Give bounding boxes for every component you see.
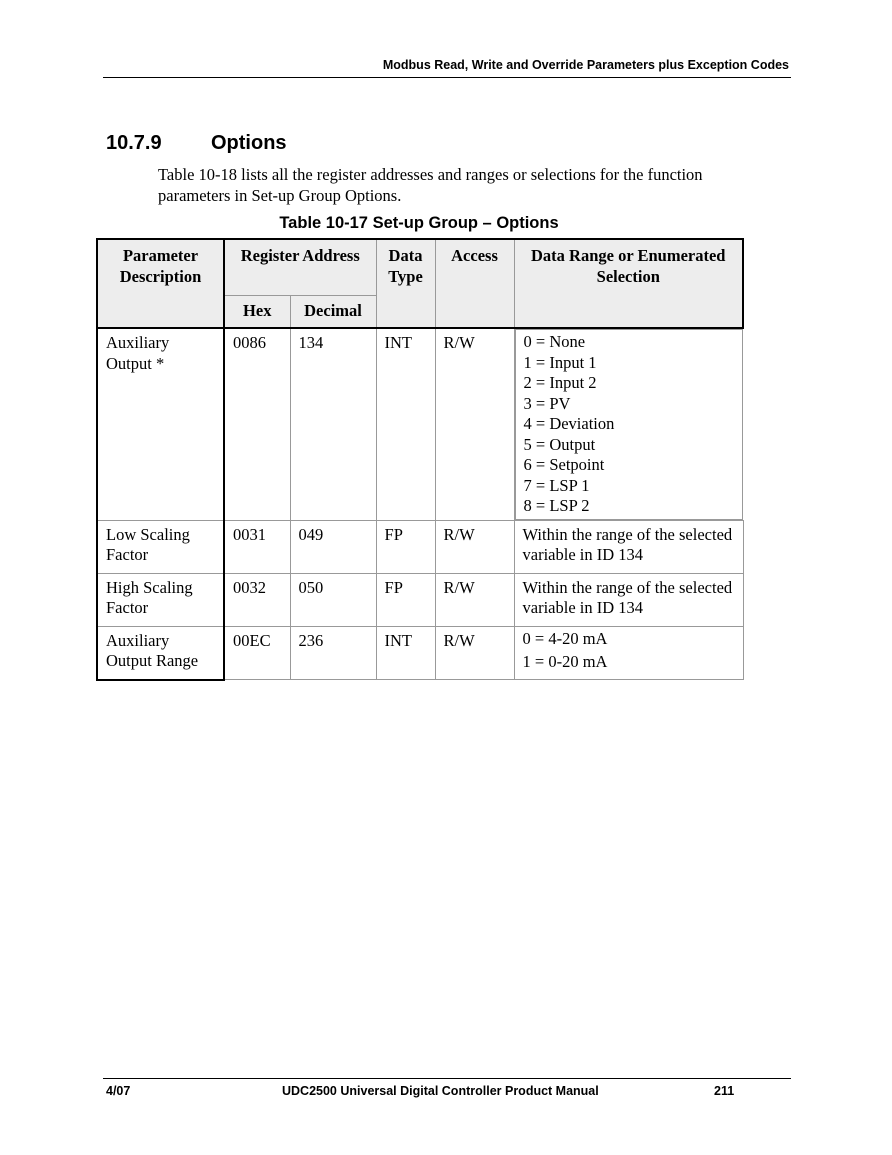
cell-parameter: Auxiliary Output * xyxy=(97,328,224,520)
range-item: 0 = None xyxy=(523,332,586,351)
cell-range-list xyxy=(514,626,743,680)
cell-range-list xyxy=(515,329,744,520)
range-item: 1 = Input 1 xyxy=(523,352,597,372)
range-item: 2 = Input 2 xyxy=(523,373,597,392)
cell-access: R/W xyxy=(435,573,514,626)
header-decimal: Decimal xyxy=(290,296,376,329)
header-rule xyxy=(103,77,791,78)
header-access: Access xyxy=(435,239,514,328)
footer-date: 4/07 xyxy=(106,1084,131,1098)
cell-decimal: 050 xyxy=(290,573,376,626)
cell-parameter: Auxiliary Output Range xyxy=(97,626,224,680)
cell-data-type: FP xyxy=(376,573,435,626)
cell-range-text: Within the range of the selected variable in ID 134 xyxy=(514,573,743,626)
section-intro: Table 10-18 lists all the register addresses and ranges or selections for the function parameters in Set-up Group Options. xyxy=(158,165,703,205)
cell-hex: 00EC xyxy=(224,626,290,680)
cell-access: R/W xyxy=(435,328,514,520)
cell-access: R/W xyxy=(435,626,514,680)
cell-data-type: INT xyxy=(376,626,435,680)
footer-page-number: 211 xyxy=(714,1084,735,1098)
header-data-type: Data Type xyxy=(376,239,435,328)
cell-data-type: INT xyxy=(376,328,435,520)
section-number: 10.7.9 xyxy=(106,132,162,154)
range-item: 4 = Deviation xyxy=(523,414,615,433)
cell-decimal: 134 xyxy=(290,328,376,520)
header-parameter-description: Parameter Description xyxy=(97,239,224,328)
range-item: 8 = LSP 2 xyxy=(523,496,590,515)
section-title: Options xyxy=(211,132,287,154)
cell-hex: 0086 xyxy=(224,328,290,520)
cell-hex: 0032 xyxy=(224,573,290,626)
range-item: 3 = PV xyxy=(523,393,571,413)
range-item: 6 = Setpoint xyxy=(523,455,605,474)
cell-parameter: High Scaling Factor xyxy=(97,573,224,626)
cell-parameter: Low Scaling Factor xyxy=(97,520,224,573)
cell-hex: 0031 xyxy=(224,520,290,573)
footer-manual-title: UDC2500 Universal Digital Controller Product Manual xyxy=(282,1084,599,1098)
range-item: 7 = LSP 1 xyxy=(523,475,590,495)
cell-decimal: 049 xyxy=(290,520,376,573)
running-header: Modbus Read, Write and Override Parameters plus Exception Codes xyxy=(382,58,789,72)
options-table xyxy=(96,238,744,681)
range-item: 1 = 0-20 mA xyxy=(522,652,608,671)
cell-decimal: 236 xyxy=(290,626,376,680)
table-caption: Table 10-17 Set-up Group – Options xyxy=(279,214,559,232)
header-register-address: Register Address xyxy=(224,239,376,296)
range-item: 0 = 4-20 mA xyxy=(522,628,608,648)
table-row xyxy=(97,520,743,573)
cell-range-text: Within the range of the selected variable in ID 134 xyxy=(514,520,743,573)
table-row xyxy=(97,573,743,626)
table-row xyxy=(97,626,743,680)
range-item: 5 = Output xyxy=(523,434,596,454)
cell-access: R/W xyxy=(435,520,514,573)
footer-rule xyxy=(103,1078,791,1079)
header-hex: Hex xyxy=(224,296,290,329)
header-data-range: Data Range or Enumerated Selection xyxy=(514,239,743,328)
cell-data-type: FP xyxy=(376,520,435,573)
table-row xyxy=(97,328,743,520)
